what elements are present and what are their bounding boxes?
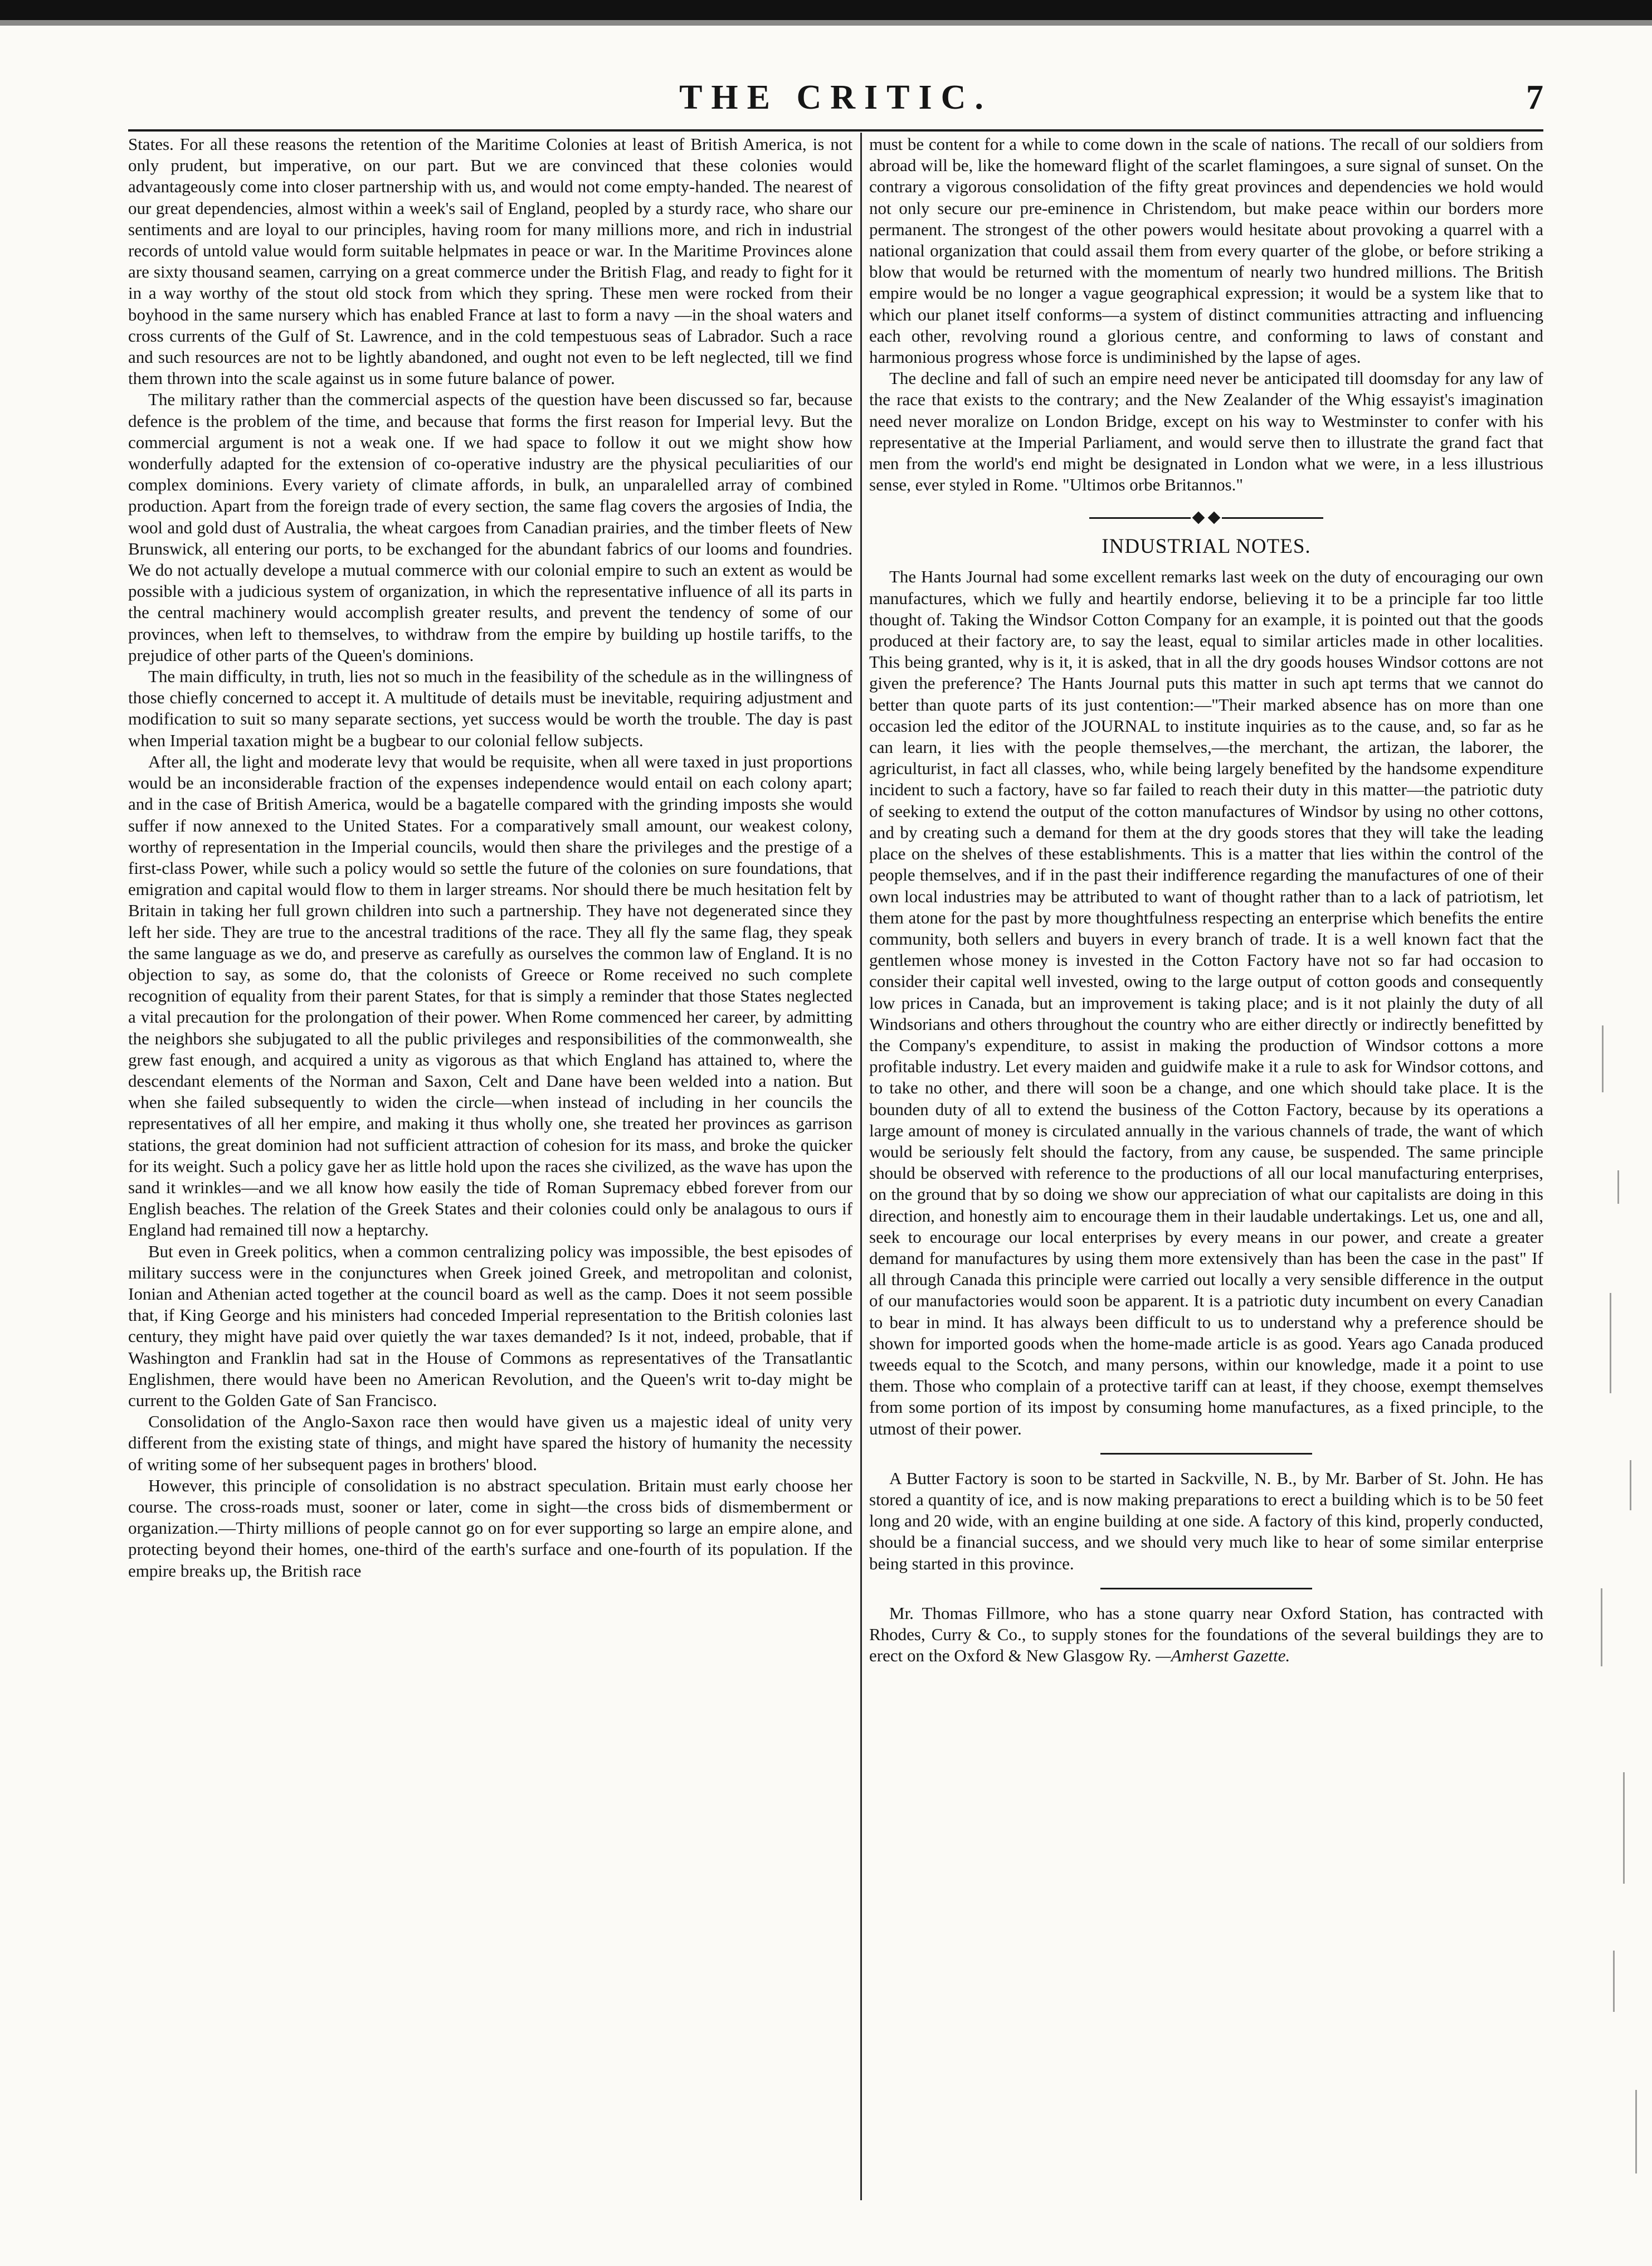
masthead bbox=[128, 78, 1543, 123]
stone-quarry-note bbox=[869, 1603, 1543, 1667]
page-top-border-shadow bbox=[0, 20, 1652, 26]
page-top-border bbox=[0, 0, 1652, 20]
article-paragraph: States. For all these reasons the retention of the Maritime Colonies at least of British America, is not only prudent, but imperative, on our part. But we are convinced that these colonies would advantageously come into closer partnership with us, and would not come empty-handed. The nearest of our great dependencies, almost within a week's sail of England, peopled by a sturdy race, who share our sentiments and are loyal to our principles, having room for many millions more, and rich in industrial records of untold value would form suitable helpmates in peace or war. In the Maritime Provinces alone are sixty thousand seamen, carrying on a great commerce under the British Flag, and ready to fight for it in a way worthy of the stout old stock from which they spring. These men were rocked from their boyhood in the same nursery which has enabled France at last to form a navy —in the shoal waters and cross currents of the Gulf of St. Lawrence, and in the cold tempestuous seas of Labrador. Such a race and such resources are not to be lightly abandoned, and ought not even to be left neglected, till we find them thrown into the scale against us in some future balance of power. bbox=[128, 134, 852, 388]
section-heading-industrial-notes: INDUSTRIAL NOTES. bbox=[1102, 535, 1311, 558]
publication-title: THE CRITIC. bbox=[679, 79, 992, 116]
article-paragraph: must be content for a while to come down in the scale of nations. The recall of our soldiers from abroad will be, like the homeward flight of the scarlet flamingoes, a sure signal of sunset. On the contrary a vigorous consolidation of the fifty great provinces and dependencies we hold would not only secure our pre-eminence in Christendom, but make peace within our borders more permanent. The strongest of the other powers would hesitate about provoking a quarrel with a national organization that could assail them from every quarter of the globe, or before striking a blow that would be returned with the momentum of nearly two hundred millions. The British empire would be no longer a vague geographical expression; it would be a system like that to which our planet itself conforms—a system of distinct communities attracting and influencing each other, revolving round a glorious centre, and conforming to laws of constant and harmonious progress whose force is undiminished by the lapse of ages. bbox=[869, 134, 1543, 367]
section-rule bbox=[1100, 1588, 1312, 1589]
scan-edge-artifact bbox=[1591, 1003, 1652, 2229]
source-attribution: —Amherst Gazette. bbox=[1156, 1646, 1290, 1666]
page-number: 7 bbox=[1526, 79, 1543, 116]
stone-quarry-text: Mr. Thomas Fillmore, who has a stone quarry near Oxford Station, has contracted with Rhodes, Curry & Co., to supply stones for the foundations of the several buildings they are to erect on the Oxford & New Glasgow Ry. bbox=[869, 1603, 1543, 1666]
masthead-rule bbox=[128, 129, 1543, 132]
left-column bbox=[128, 134, 852, 1582]
article-paragraph: The decline and fall of such an empire need never be anticipated till doomsday for any law of the race that exists to the contrary; and the New Zealander of the Whig essayist's imagination need never moralize on London Bridge, except on his way to Westminster to confer with his representative at the Imperial Parliament, and would serve then to illustrate the grand fact that men from the world's end might be designated in London what we were, in a less illustrious sense, ever styled in Rome. "Ultimos orbe Britannos." bbox=[869, 368, 1543, 495]
article-paragraph: After all, the light and moderate levy that would be requisite, when all were taxed in just proportions would be an inconsiderable fraction of the expenses independence would entail on each colony apart; and in the case of British America, would be a bagatelle compared with the grinding imposts she would suffer if now annexed to the United States. For a comparatively small amount, our weakest colony, worthy of representation in the Imperial councils, would then share the privileges and the prestige of a first-class Power, while such a policy would so settle the future of the colonies on sure foundations, that emigration and capital would flow to them in larger streams. Nor should there be much hesitation felt by Britain in taking her full grown children into such a partnership. They have not degenerated since they left her side. They are true to the ancestral traditions of the race. They all fly the same flag, they speak the same language as we do, and preserve as carefully as ourselves the common law of England. It is no objection to say, as some do, that the colonists of Greece or Rome received no such complete recognition of equality from their parent States, for that is simply a reminder that those States neglected a vital precaution for the prolongation of their power. When Rome commenced her career, by admitting the neighbors she subjugated to all the public privileges and responsibilities of the commonwealth, she grew fast enough, and acquired a unity as vigorous as that which England has attained to, where the descendant elements of the Norman and Saxon, Celt and Dane have been welded into a nation. But when she failed subsequently to widen the circle—when instead of including in her councils the representatives of all her empire, and making it thus wholly one, she treated her provinces as garrison stations, the great dominion had not sufficient attraction of cohesion for its mass, and broke the quicker for its weight. Such a policy gave her as little hold upon the races she civilized, as the wave has upon the sand it wrinkles—and we all know how easily the tide of Roman Supremacy ebbed forever from our English beaches. The relation of the Greek States and their colonies could only be analagous to ours if England had remained till now a heptarchy. bbox=[128, 751, 852, 1240]
industrial-notes-paragraph: The Hants Journal had some excellent remarks last week on the duty of encouraging our own manufactures, which we fully and heartily endorse, believing it to be a principle far too little thought of. Taking the Windsor Cotton Company for an example, it is pointed out that the goods produced at their factory are, to say the least, equal to similar articles made in other localities. This being granted, why is it, it is asked, that in all the dry goods houses Windsor cottons are not given the preference? The Hants Journal puts this matter in such apt terms that we cannot do better than quote parts of its just contention:—"Their marked absence has on more than one occasion led the editor of the JOURNAL to institute inquiries as to the cause, and, so far as he can learn, it lies with the people themselves,—the merchant, the artizan, the laborer, the agriculturist, in fact all classes, who, while being largely benefited by the handsome expenditure incident to such a factory, have so far failed to reach their duty in this matter—the patriotic duty of seeking to extend the output of the cotton manufactures of Windsor by using no other cottons, and by creating such a demand for them at the dry goods stores that they will take the leading place on the shelves of these establishments. This is a matter that lies within the control of the people themselves, and if in the past their indifference regarding the manufactures of one of their own local industries may be attributed to want of thought rather than to a lack of patriotism, let them atone for the past by more thoughtfulness respecting an enterprise which benefits the entire community, both sellers and buyers in every branch of trade. It is a well known fact that the gentlemen whose money is invested in the Cotton Factory have not so far had occasion to consider their capital well invested, owing to the large output of cotton goods and consequently low prices in Canada, but an improvement is taking place; and is it not plainly the duty of all Windsorians and others throughout the country who are either directly or indirectly benefitted by the Company's expenditure, to assist in making the production of Windsor cottons a more profitable industry. Let every maiden and guidwife make it a rule to ask for Windsor cottons, and to take no other, and there will soon be a change, and one which should take place. It is the bounden duty of all to extend the business of the Cotton Factory, because by its operations a large amount of money is circulated annually in the various channels of trade, the want of which would be seriously felt should the factory, from any cause, be suspended. The same principle should be observed with reference to the productions of all our local manufacturing enterprises, on the ground that by so doing we show our appreciation of what our capitalists are doing in this direction, and honestly aim to encourage them in their laudable undertakings. Let us, one and all, seek to encourage our local enterprises by every means in our power, and create a greater demand for manufactures by using them more extensively than has been the case in the past" If all through Canada this principle were carried out locally a very sensible difference in the output of our manufactories would soon be apparent. It is a patriotic duty incumbent on every Canadian to bear in mind. It has always been difficult to us to understand why a preference should be shown for imported goods when the home-made article is as good. Years ago Canada produced tweeds equal to the Scotch, and many persons, within our knowledge, made it a point to use them. Those who complain of a protective tariff can at least, if they choose, exempt themselves from some portion of its impost by consuming home manufactures, as a fixed principle, to the utmost of their power. bbox=[869, 567, 1543, 1438]
article-paragraph: The main difficulty, in truth, lies not so much in the feasibility of the schedule as in the willingness of those chiefly concerned to accept it. A multitude of details must be inevitable, requiring adjustment and modification to suit so many separate sections, yet success would be worth the trouble. The day is past when Imperial taxation might be a bugbear to our colonial fellow subjects. bbox=[128, 667, 852, 750]
ornamental-divider bbox=[1089, 511, 1323, 524]
column-divider bbox=[860, 133, 862, 2200]
article-paragraph: The military rather than the commercial aspects of the question have been discussed so far, because defence is the problem of the time, and because that forms the first reason for Imperial levy. But the commercial argument is not a weak one. If we had space to follow it out we might show how wonderfully adapted for the extension of co-operative industry are the physical peculiarities of our complex dominions. Every variety of climate affords, in bulk, an unparalelled array of combined production. Apart from the foreign trade of every section, the same flag covers the argosies of India, the wool and gold dust of Australia, the wheat cargoes from Canadian prairies, and the timber fleets of New Brunswick, all entering our ports, to be exchanged for the abundant fabrics of our looms and foundries. We do not actually develope a mutual commerce with our colonial empire to such an extent as would be possible with a judicious system of organization, in which the representative influence of all its parts in the central machinery would accomplish greater results, and prevent the tendency of some of our provinces, when left to themselves, to withdraw from the empire by building up hostile tariffs, to the prejudice of other parts of the Queen's dominions. bbox=[128, 390, 852, 665]
section-rule bbox=[1100, 1453, 1312, 1455]
right-column bbox=[869, 134, 1543, 1666]
article-paragraph: Consolidation of the Anglo-Saxon race then would have given us a majestic ideal of unity very different from the existing state of things, and might have spared the history of humanity the necessity of writing some of her subsequent pages in brothers' blood. bbox=[128, 1412, 852, 1474]
butter-factory-note: A Butter Factory is soon to be started in Sackville, N. B., by Mr. Barber of St. John. He has stored a quantity of ice, and is now making preparations to erect a building which is to be 50 feet long and 20 wide, with an engine building at one side. A factory of this kind, properly conducted, should be a financial success, and we should very much like to hear of some similar enterprise being started in this province. bbox=[869, 1468, 1543, 1573]
article-paragraph: However, this principle of consolidation is no abstract speculation. Britain must early choose her course. The cross-roads must, sooner or later, come in sight—the cross bids of dismemberment or organization.—Thirty millions of people cannot go on for ever supporting so large an empire alone, and protecting beyond their homes, one-third of the earth's surface and one-fourth of its population. If the empire breaks up, the British race bbox=[128, 1475, 852, 1581]
article-paragraph: But even in Greek politics, when a common centralizing policy was impossible, the best episodes of military success were in the conjunctures when Greek joined Greek, and metropolitan and colonist, Ionian and Athenian acted together at the council board as well as the camp. Does it not seem possible that, if King George and his ministers had conceded Imperial representation to the British colonies last century, they might have paid over quietly the war taxes demanded? Is it not, indeed, probable, that if Washington and Franklin had sat in the House of Commons as representatives of the Transatlantic Englishmen, there would have been no American Revolution, and the Queen's writ to-day might be current to the Golden Gate of San Francisco. bbox=[128, 1241, 852, 1410]
